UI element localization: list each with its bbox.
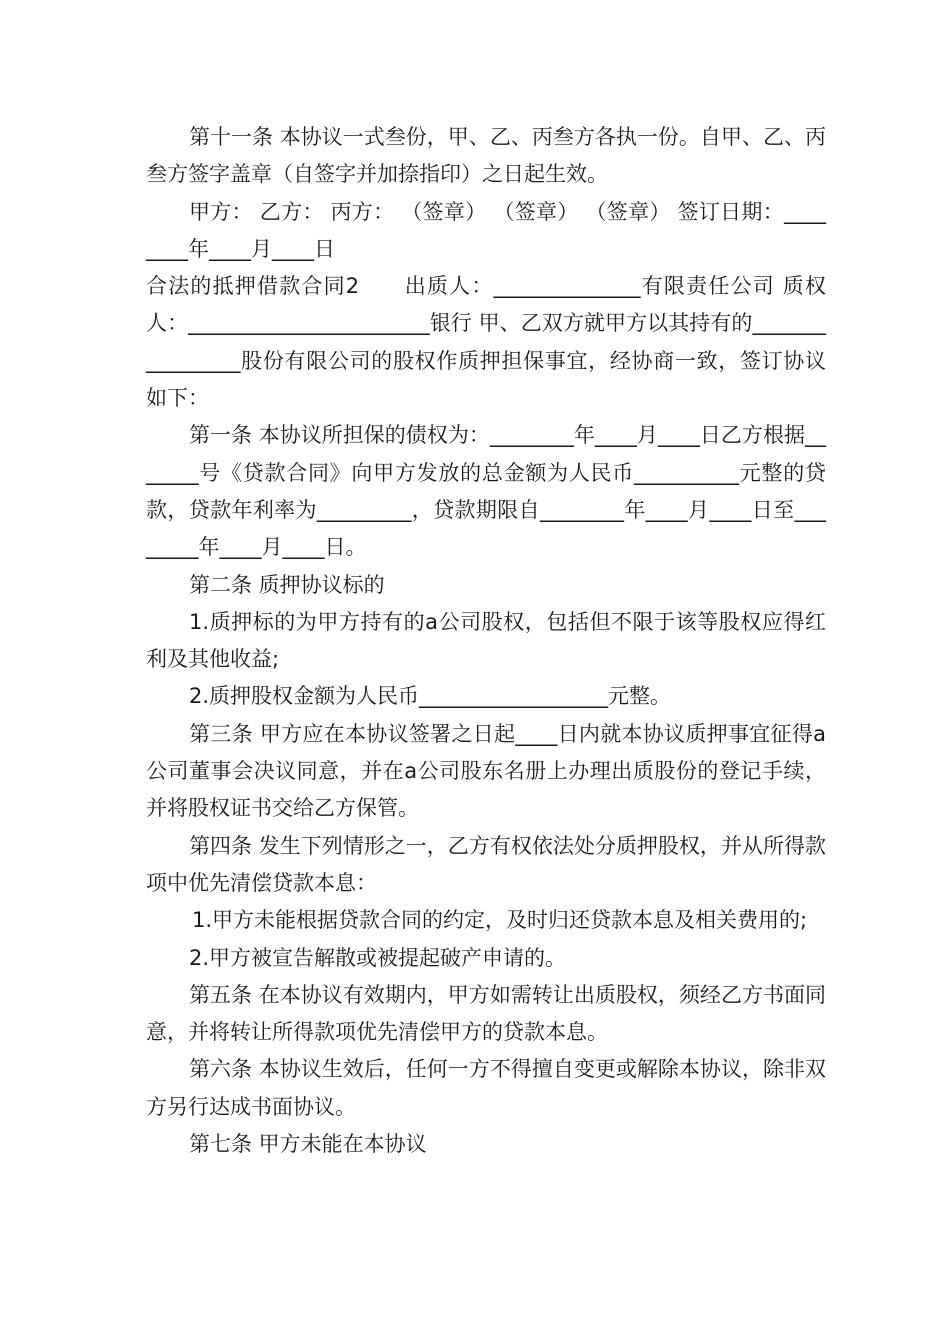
- paragraph-article-11: 第十一条 本协议一式叁份，甲、乙、丙叁方各执一份。自甲、乙、丙叁方签字盖章（自签字并加捺指印）之日起生效。: [146, 125, 826, 187]
- paragraph-signatures: 甲方： 乙方： 丙方： （签章） （签章） （签章） 签订日期：________年____月____日: [146, 199, 826, 261]
- paragraph-article-4-item-1: 1.甲方未能根据贷款合同的约定，及时归还贷款本息及相关费用的;: [192, 908, 808, 933]
- paragraph-article-2-heading: 第二条 质押协议标的: [189, 572, 385, 597]
- paragraph-article-1: 第一条 本协议所担保的债权为：________年____月____日乙方根据_______号《贷款合同》向甲方发放的总金额为人民币__________元整的贷款，贷款年利率为_________，贷款期限自________年____月____日至________年____月____日。: [146, 423, 826, 560]
- paragraph-article-3: 第三条 甲方应在本协议签署之日起____日内就本协议质押事宜征得a公司董事会决议同意，并在a公司股东名册上办理出质股份的登记手续，并将股权证书交给乙方保管。: [146, 721, 826, 821]
- paragraph-article-5: 第五条 在本协议有效期内，甲方如需转让出质股权，须经乙方书面同意，并将转让所得款项优先清偿甲方的贷款本息。: [146, 982, 826, 1045]
- paragraph-article-4: 第四条 发生下列情形之一，乙方有权依法处分质押股权，并从所得款项中优先清偿贷款本息：: [146, 833, 826, 895]
- paragraph-contract-intro: 合法的抵押借款合同2 出质人：______________有限责任公司 质权人：_______________________银行 甲、乙双方就甲方以其持有的________________股份有限公司的股权作质押担保事宜，经协商一致，签订协议如下：: [146, 274, 826, 411]
- paragraph-article-2-item-2: 2.质押股权金额为人民币__________________元整。: [189, 684, 672, 709]
- paragraph-article-2-item-1: 1.质押标的为甲方持有的a公司股权，包括但不限于该等股权应得红利及其他收益;: [146, 609, 826, 672]
- document-body: [146, 119, 826, 1163]
- paragraph-article-6: 第六条 本协议生效后，任何一方不得擅自变更或解除本协议，除非双方另行达成书面协议。: [146, 1057, 826, 1119]
- paragraph-article-4-item-2: 2.甲方被宣告解散或被提起破产申请的。: [189, 945, 567, 970]
- paragraph-article-7: 第七条 甲方未能在本协议: [189, 1132, 427, 1157]
